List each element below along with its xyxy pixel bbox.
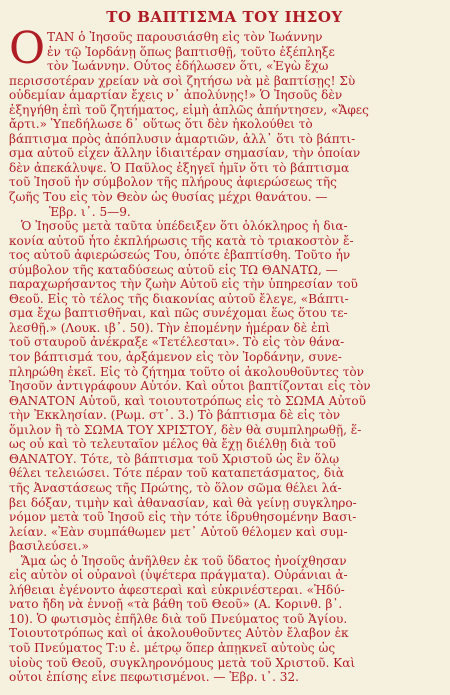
text-line: ΘΑΝΑΤΟΥ. Τότε, τὸ βάπτισμα τοῦ Χριστοῦ ὡς ἓν ὅλῳ: [9, 451, 340, 466]
text-line: σμα αὐτοῦ εἶχεν ἄλλην ἰδιαιτέραν σημασίαν, τὴν ὁποίαν: [9, 146, 361, 161]
text-line: ζωῆς Του εἰς τὸν Θεὸν ὡς θυσίας μέχρι θανάτου. —: [9, 190, 328, 205]
paragraph-baptism-meaning: [9, 23, 440, 219]
text-line: βάπτισμα πρὸς ἀπόπλυσιν ἁμαρτιῶν, ἀλλ᾽ ὅτι τὸ βάπτι-: [9, 131, 356, 146]
text-line: Ὁ Ἰησοῦς μετὰ ταῦτα ὑπέδειξεν ὅτι ὁλόκληρος ἡ δια-: [21, 219, 348, 234]
text-line: ως οὗ καὶ τὸ τελευταῖον μέλος θὰ ἔχῃ διέλθῃ διὰ τοῦ: [9, 437, 336, 452]
text-line: κονία αὐτοῦ ἦτο ἐκπλήρωσις τῆς κατὰ τὸ τριακοστὸν ἔ-: [9, 233, 354, 248]
text-line: τῆς Ἀναστάσεως τῆς Πρώτης, τὸ ὅλον σῶμα θέλει λά-: [9, 480, 342, 495]
text-line: περισσοτέραν χρείαν νὰ σοὶ ζητήσω νὰ μὲ βαπτίσῃς! Σὺ: [9, 73, 356, 88]
text-line: ΤΑΝ ὁ Ἰησοῦς παρουσιάσθη εἰς τὸν Ἰωάννην: [47, 30, 323, 44]
text-line: τὴν Ἐκκλησίαν. (Ρωμ. στ᾽. 3.) Τὸ βάπτισμα δὲ εἰς τὸν: [9, 408, 341, 423]
text-line: υἱοὺς τοῦ Θεοῦ, συγκληρονόμους μετὰ τοῦ Χριστοῦ. Καὶ: [9, 655, 356, 670]
text-line: δὲν ἀπεκάλυψε. Ὁ Παῦλος ἐξηγεῖ ἡμῖν ὅτι τὸ βάπτισμα: [9, 160, 350, 175]
text-line: τον βάπτισμά του, ἀρξάμενον εἰς τὸν Ἰορδάνην, συνε-: [9, 350, 342, 365]
text-line: ὅμιλον ἢ τὸ ΣΩΜΑ ΤΟΥ ΧΡΙΣΤΟΥ, δὲν θὰ συμπληρωθῇ, ἕ-: [9, 422, 362, 437]
text-line: οὐδεμίαν ἁμαρτίαν ἔχεις ν᾽ ἀπολύνῃς!» Ὁ Ἰησοῦς δὲν: [9, 88, 343, 103]
drop-cap: Ο: [9, 23, 46, 74]
text-line: τὸν Ἰωάννην. Οὗτος ἐδήλωσεν ὅτι, «Ἐγὼ ἔχω: [47, 59, 329, 74]
text-line: ἐν τῷ Ἰορδάνῃ ὅπως βαπτισθῇ, τοῦτο ἐξέπληξε: [47, 44, 335, 59]
text-line: Ἅμα ὡς ὁ Ἰησοῦς ἀνῆλθεν ἐκ τοῦ ὕδατος ἠνοίχθησαν: [21, 553, 347, 568]
text-line: ΘΑΝΑΤΟΝ Αὐτοῦ, καὶ τοιουτοτρόπως εἰς τὸ ΣΩΜΑ Αὐτοῦ: [9, 393, 366, 408]
text-line: βασιλεύσει.»: [9, 539, 89, 554]
text-line: λήθειαι ἐγένοντο ἀφεστεραὶ καὶ εὐκρινέστεραι. «Ἠδύ-: [9, 582, 345, 597]
text-line: οὗτοι ἐπίσης εἶνε πεφωτισμένοι. — Ἑβρ. ι᾽. 32.: [9, 670, 299, 685]
page-title: ΤΟ ΒΑΠΤΙΣΜΑ ΤΟΥ ΙΗΣΟΥ: [106, 8, 343, 26]
paragraph-heavens-opened: [9, 554, 440, 685]
text-line: παραχωρήσαντος τὴν ζωὴν Αὐτοῦ εἰς τὴν ὑπηρεσίαν τοῦ: [9, 277, 358, 292]
text-line: τοῦ Ἰησοῦ ἦν σύμβολον τῆς πλήρους ἀφιερώσεως τῆς: [9, 175, 337, 190]
text-line-reference: Ἑβρ. ι᾽. 5—9.: [49, 204, 131, 219]
text-line: Θεοῦ. Εἰς τὸ τέλος τῆς διακονίας αὐτοῦ ἔλεγε, «Βάπτι-: [9, 291, 349, 306]
text-line: νόμον μετὰ τοῦ Ἰησοῦ εἰς τὴν τότε ἱδρυθησομένην Βασι-: [9, 510, 357, 525]
text-line: Ἰησοῦν ἀντιγράφουν Αὐτόν. Καὶ οὗτοι βαπτίζονται εἰς τὸν: [9, 379, 371, 394]
text-line: Τοιουτοτρόπως καὶ οἱ ἀκολουθοῦντες Αὐτὸν ἔλαβον ἐκ: [9, 626, 349, 641]
text-line: θέλει τελειώσει. Τότε πέραν τοῦ καταπετάσματος, διὰ: [9, 466, 345, 481]
text-line: εἰς αὐτὸν οἱ οὐρανοὶ (ὑψέτερα πράγματα). Οὐράνιαι ἀ-: [9, 568, 348, 583]
paragraph-ministry: [9, 219, 440, 554]
text-line: τοῦ Πνεύματος Τ:υ ἐ. μέτρῳ ὅπερ ἀπῃκνεῖ αὐτοὺς ὡς: [9, 640, 336, 655]
text-line: πληρώθη ἐκεῖ. Εἰς τὸ ζήτημα τοῦτο οἱ ἀκολουθοῦντες τὸν: [9, 364, 365, 379]
text-line: λεσθῇ.» (Λουκ. ιβ᾽. 50). Τὴν ἐπομένην ἡμέραν δὲ ἐπὶ: [9, 320, 331, 335]
text-line: νατο ἤδη νὰ ἐννοῇ «τὰ βάθη τοῦ Θεοῦ» (Α. Κορινθ. β᾽.: [9, 597, 343, 612]
text-line: ἄρτι.» Ὑπεδήλωσε δ᾽ οὕτως ὅτι δὲν ἠκολούθει τὸ: [9, 117, 313, 132]
text-line: τος αὐτοῦ ἀφιερώσεώς Του, ὁπότε ἐβαπτίσθη. Τοῦτο ἦν: [9, 248, 351, 263]
text-line: τοῦ σταυροῦ ἀνέκραξε «Τετέλεσται». Τὸ εἰς τὸν θάνα-: [9, 335, 345, 350]
text-line: 10). Ὁ φωτισμὸς ἐπῆλθε διὰ τοῦ Πνεύματος τοῦ Ἁγίου.: [9, 611, 348, 626]
text-line: σύμβολον τῆς καταδύσεως αὐτοῦ εἰς ΤΩ ΘΑΝΑΤΩ, —: [9, 262, 338, 277]
text-line: σμα ἔχω βαπτισθῆναι, καὶ πῶς συνέχομαι ἕως ὅτου τε-: [9, 306, 348, 321]
text-line: ἐξηγήθη ἐπὶ τοῦ ζητήματος, εἰμὴ ἁπλῶς ἀπήντησεν, «Ἄφες: [9, 102, 369, 117]
text-line: βει δόξαν, τιμὴν καὶ ἀθανασίαν, καὶ θὰ γείνῃ συγκληρο-: [9, 495, 357, 510]
text-line: λείαν. «Ἐὰν συμπάθωμεν μετ᾽ Αὐτοῦ θέλομεν καὶ συμ-: [9, 524, 348, 539]
